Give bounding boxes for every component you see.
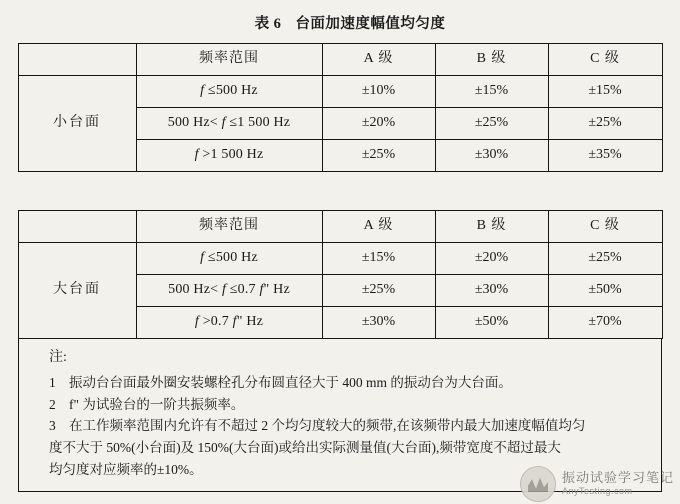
- note-number: 3: [49, 418, 56, 434]
- note-item: [49, 394, 645, 416]
- table-gap-spacer: [16, 172, 664, 210]
- table-small-cell-a-0: ±10%: [322, 76, 435, 108]
- table-large-cell-freq-0: f ≤500 Hz: [136, 243, 322, 275]
- table-large-cell-c-0: ±25%: [548, 243, 662, 275]
- table-large-cell-c-2: ±70%: [548, 307, 662, 339]
- table-small-cell-b-2: ±30%: [435, 140, 548, 172]
- table-row: [18, 211, 662, 243]
- table-small-header-a: A 级: [322, 44, 435, 76]
- table-row: [18, 243, 662, 275]
- table-small-header-b: B 级: [435, 44, 548, 76]
- note-item: [49, 372, 645, 394]
- caption-text: 台面加速度幅值均匀度: [295, 16, 446, 32]
- table-large-cell-c-1: ±50%: [548, 275, 662, 307]
- note-continuation-line-1: 度不大于 50%(小台面)及 150%(大台面)或给出实际测量值(大台面),频带宽度不超过最大: [49, 440, 561, 456]
- table-small-cell-b-0: ±15%: [435, 76, 548, 108]
- table-large-row-label: 大台面: [18, 243, 136, 339]
- table-small-cell-c-2: ±35%: [548, 140, 662, 172]
- table-small-cell-b-1: ±25%: [435, 108, 548, 140]
- table-row: [18, 44, 662, 76]
- table-small-platform: [18, 43, 663, 172]
- table-large-cell-b-2: ±50%: [435, 307, 548, 339]
- table-large-cell-a-0: ±15%: [322, 243, 435, 275]
- table-large-cell-freq-2: f >0.7 f" Hz: [136, 307, 322, 339]
- note-number: 1: [49, 374, 56, 390]
- note-continuation-line-2: 均匀度对应频率的±10%。: [49, 462, 203, 478]
- table-large-header-b: B 级: [435, 211, 548, 243]
- watermark-text: [562, 471, 674, 496]
- table-large-cell-a-2: ±30%: [322, 307, 435, 339]
- table-large-cell-a-1: ±25%: [322, 275, 435, 307]
- table-large-cell-freq-1: 500 Hz< f ≤0.7 f" Hz: [136, 275, 322, 307]
- table-row: [18, 76, 662, 108]
- note-number: 2: [49, 396, 56, 412]
- table-small-header-freq: 频率范围: [136, 44, 322, 76]
- watermark: [520, 466, 674, 502]
- table-large-platform: [18, 210, 663, 339]
- table-small-cell-freq-2: f >1 500 Hz: [136, 140, 322, 172]
- table-small-cell-freq-0: f ≤500 Hz: [136, 76, 322, 108]
- table-small-cell-c-0: ±15%: [548, 76, 662, 108]
- table-large-header-a: A 级: [322, 211, 435, 243]
- table-large-corner-cell: [18, 211, 136, 243]
- note-text: f" 为试验台的一阶共振频率。: [69, 396, 245, 412]
- table-small-cell-c-1: ±25%: [548, 108, 662, 140]
- table-large-cell-b-0: ±20%: [435, 243, 548, 275]
- table-large-cell-b-1: ±30%: [435, 275, 548, 307]
- watermark-main-text: 振动试验学习笔记: [561, 470, 674, 486]
- note-text: 在工作频率范围内允许有不超过 2 个均匀度较大的频带,在该频带内最大加速度幅值均匀: [69, 418, 586, 434]
- note-item: [49, 415, 645, 437]
- table-large-header-c: C 级: [548, 211, 662, 243]
- table-small-corner-cell: [18, 44, 136, 76]
- table-small-cell-a-1: ±20%: [322, 108, 435, 140]
- watermark-sub-text: AnyTesting.com: [561, 486, 633, 497]
- table-small-header-c: C 级: [548, 44, 662, 76]
- watermark-logo-icon: [520, 466, 556, 502]
- table-large-header-freq: 频率范围: [136, 211, 322, 243]
- table-small-cell-a-2: ±25%: [322, 140, 435, 172]
- table-caption: [16, 12, 664, 33]
- note-text: 振动台台面最外圈安装螺栓孔分布圆直径大于 400 mm 的振动台为大台面。: [69, 374, 512, 390]
- table-small-cell-freq-1: 500 Hz< f ≤1 500 Hz: [136, 108, 322, 140]
- notes-title: 注:: [49, 350, 67, 365]
- table-small-row-label: 小台面: [18, 76, 136, 172]
- caption-number: 表 6: [254, 16, 282, 32]
